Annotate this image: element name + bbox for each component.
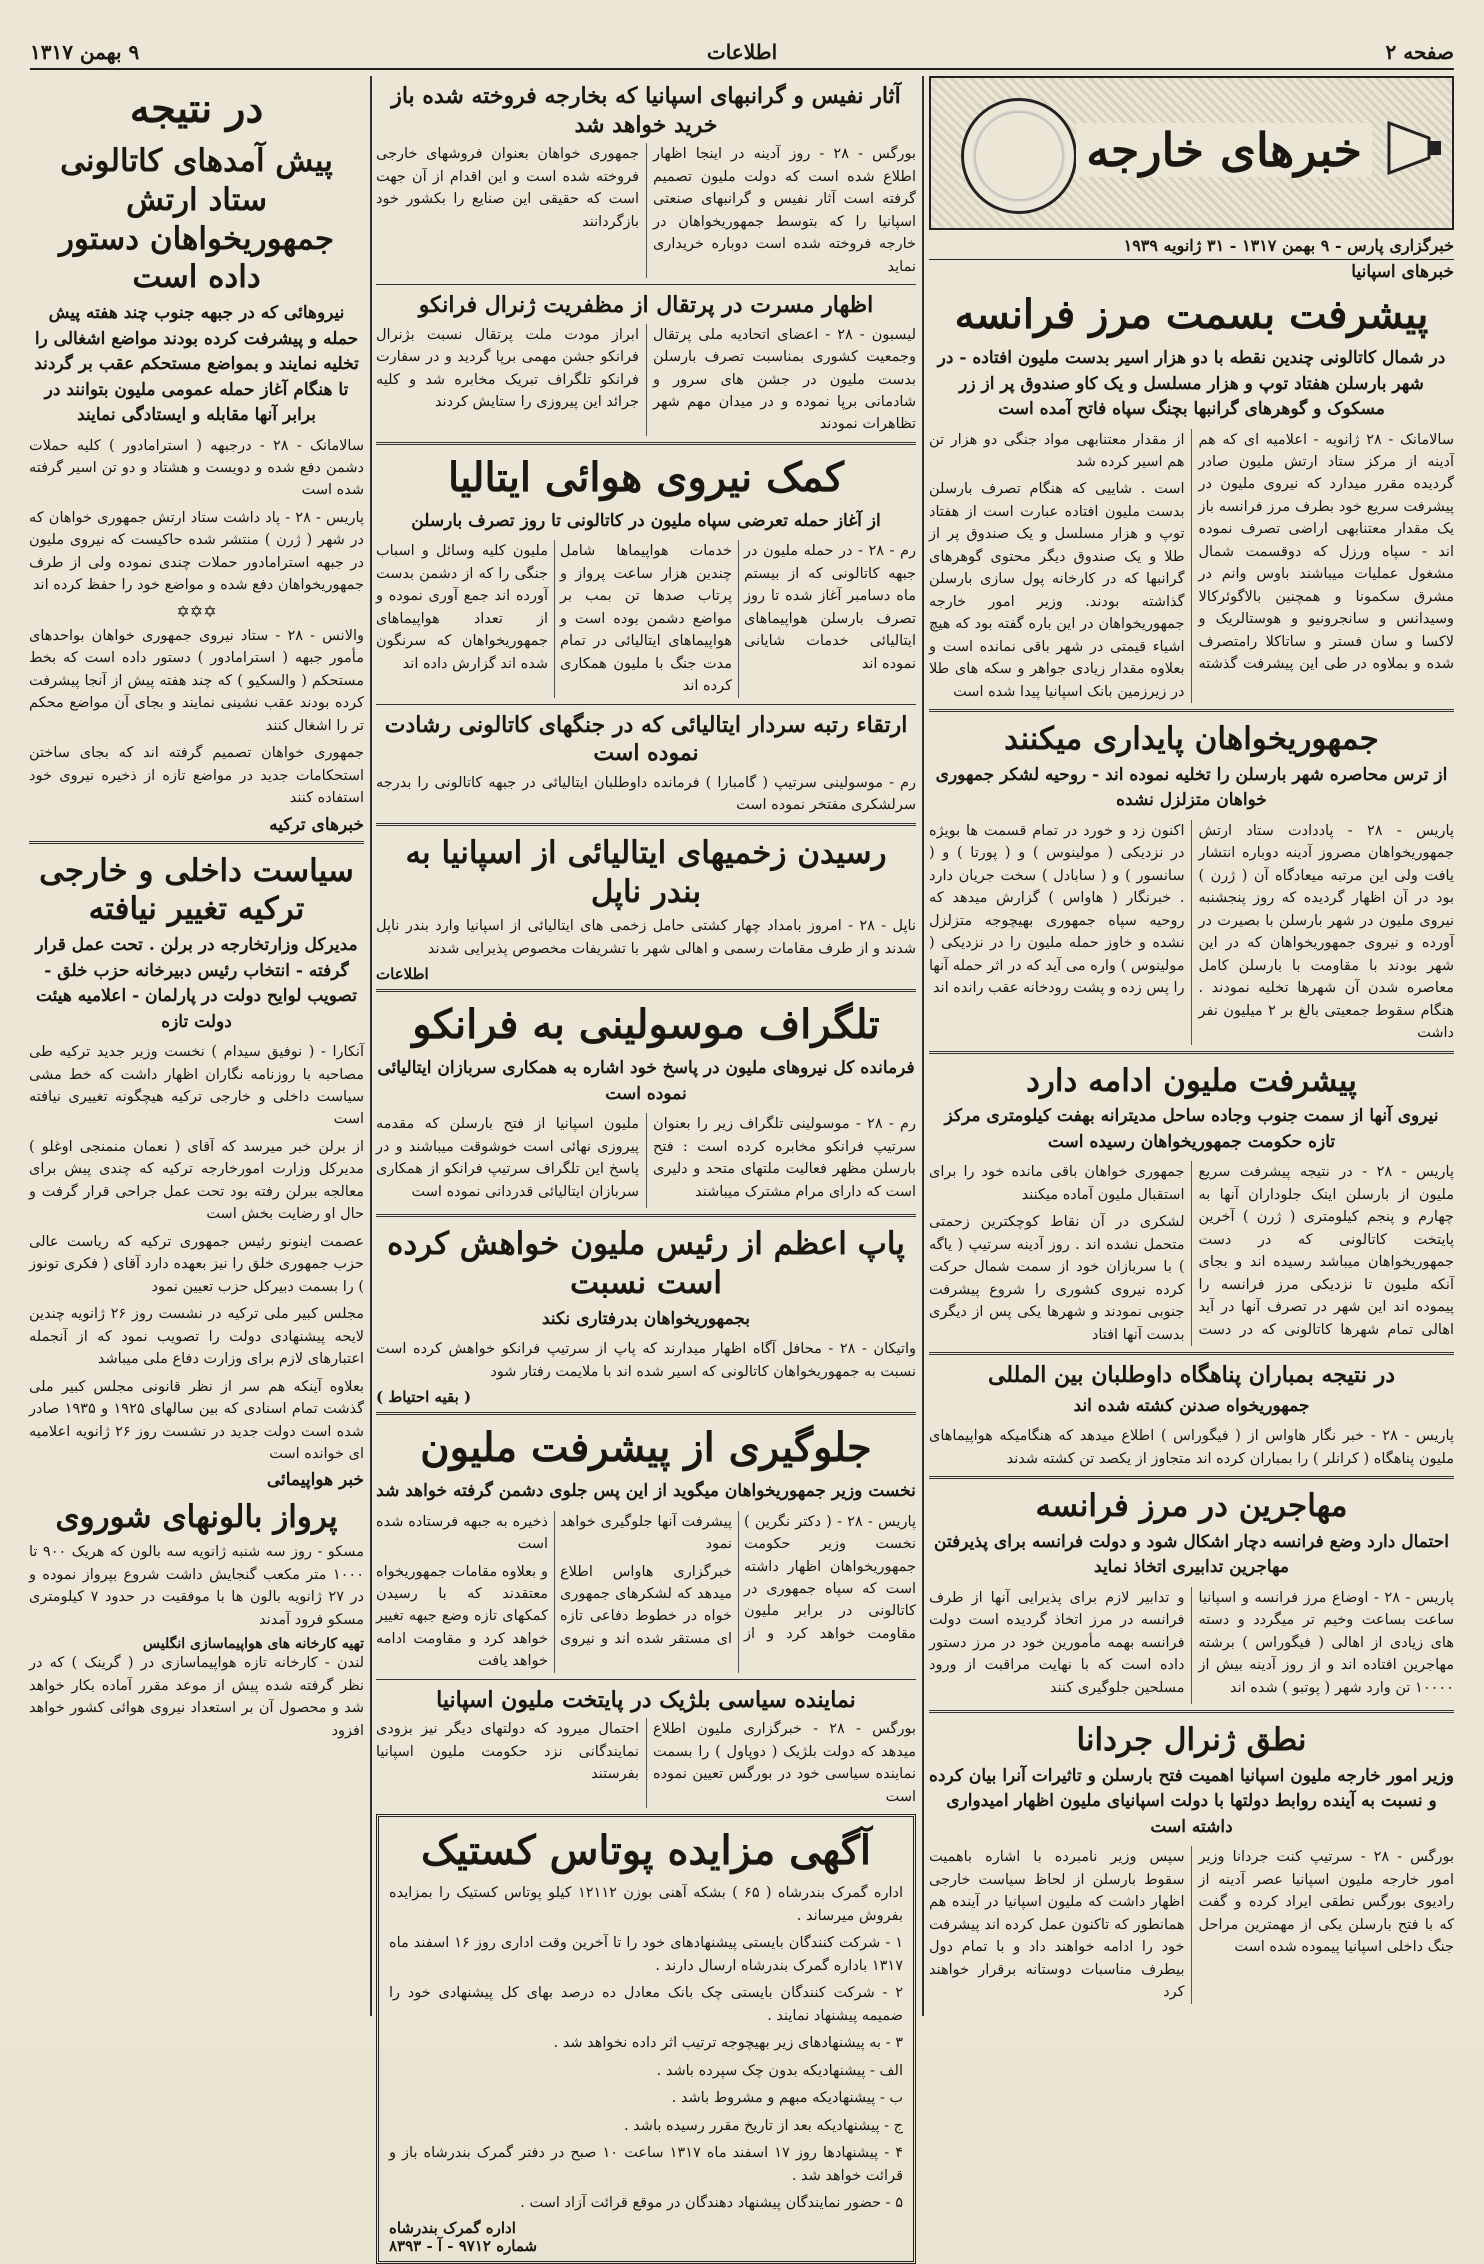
headline: نطق ژنرال جردانا [1076, 1722, 1307, 1759]
headline: در نتیجه بمباران پناهگاه داوطلبان بین المللی [987, 1362, 1396, 1389]
headline: در نتیجه [129, 85, 264, 132]
deck: نخست وزیر جمهوریخواهان میگوید از این پس جلوی دشمن گرفته خواهد شد [376, 1481, 916, 1502]
article-halting-advance [376, 1423, 916, 1673]
paragraph: لندن - کارخانه تازه هواپیماسازی در ( گرینک ) که در نظر گرفته شده پیش از موعد مقرر آماده بکار خواهد شد و محصول آن بر استعداد نیروی هوائی کشور خواهد افزود [29, 1655, 364, 1739]
notice-item: ۲ - شرکت کنندگان بایستی چک بانک معادل ده درصد بهای کل پیشنهادی خود را ضمیمه پیشنهاد نمایند . [389, 1985, 903, 2024]
subheadline: پیش آمدهای کاتالونی ستاد ارتش جمهوریخواهان دستور داده است [58, 143, 335, 296]
deck: از آغاز حمله تعرضی سپاه ملیون در کاتالونی تا روز تصرف بارسلن [411, 510, 881, 531]
notice-item: الف - پیشنهادیکه بدون چک سپرده باشد . [656, 2062, 903, 2079]
paragraph: و تدابیر لازم برای پذیرایی آنها از طرف فرانسه در مرز اتخاذ گردیده است دولت فرانسه بهمه مأمورین خود در مرز دستور داده است که با نهایت مراقبت از ورود مسلحین جلوگیری کنند [929, 1589, 1185, 1696]
paragraph: ملیون اسپانیا از فتح بارسلن که مقدمه پیروزی نهائی است خوشوقت میباشند و در پاسخ این تلگراف سرتیپ فرانکو از همکاری سربازان ایتالیائی قدردانی نموده است [376, 1116, 639, 1200]
headline: پیشرفت ملیون ادامه دارد [1026, 1062, 1357, 1099]
divider [376, 1679, 916, 1680]
divider [929, 1051, 1454, 1054]
deck: جمهوریخواه صدنن کشته شده اند [1073, 1395, 1310, 1416]
paragraph: ابراز مودت ملت پرتقال نسبت بژنرال فرانکو جشن مهمی برپا گردید و در سفارت فرانکو تلگراف تبریک مخابره شد و کلیه جرائد این پیروزی را ستایش کردند [376, 326, 639, 410]
headline: اظهار مسرت در پرتقال از مظفریت ژنرال فرانکو [418, 292, 874, 318]
continuation-note: ( بقیه احتیاط ) [376, 1388, 472, 1407]
article-republicans-resist [929, 720, 1454, 1044]
paragraph: مجلس کبیر ملی ترکیه در نشست روز ۲۶ ژانویه چندین لایحه پیشنهادی دولت را تصویب نمود که از آنجمله اعتبارهای لازم برای وزارت دفاع ملی میباشد [29, 1306, 364, 1368]
headline: سیاست داخلی و خارجی ترکیه تغییر نیافته [39, 852, 354, 928]
paragraph: بورگس - ۲۸ - خبرگزاری ملیون اطلاع میدهد که دولت بلژیک ( دوپاول ) را بسمت نماینده سیاسی خود در بورگس تعیین نموده است [653, 1721, 916, 1805]
paragraph: از برلن خبر میرسد که آقای ( نعمان منمنجی اوغلو ) مدیرکل وزارت امورخارجه ترکیه که چندی پیش برای معالجه ببرلن رفته بود تحت عمل جراحی قرار گرفت و حال او رضایت بخش است [29, 1138, 364, 1223]
paragraph: پاریس - ۲۸ - اوضاع مرز فرانسه و اسپانیا ساعت بساعت وخیم تر میگردد و دسته های زیادی از اهالی ( فیگوراس ) برشته مهاجرین افتاده اند و از روز آدینه بیش از ۱۰۰۰۰ تن وارد شهر ( پوتبو ) شده اند [1198, 1589, 1454, 1696]
paragraph: بورگس - ۲۸ - روز آدینه در اینجا اظهار اطلاع شده است که دولت ملیون تصمیم گرفته است آثار نفیس و گرانبهای صنعتی اسپانیا را که بتوسط جمهوریخواهان در خارجه فروخته شده است دوباره خریداری نماید [653, 146, 916, 275]
deck: مدیرکل وزارتخارجه در برلن . تحت عمل قرار گرفته - انتخاب رئیس دبیرخانه حزب خلق - تصویب لوایح دولت در پارلمان - اعلامیه هیئت دولت تازه [35, 935, 358, 1032]
paragraph: سالامانک - ۲۸ - درجبهه ( استرامادور ) کلیه حملات دشمن دفع شده و دویست و هشتاد و دو تن اسیر گرفته شده است [29, 437, 365, 499]
article-advance-to-french-border [929, 290, 1454, 703]
headline: آثار نفیس و گرانبهای اسپانیا که بخارجه فروخته شده باز خرید خواهد شد [391, 83, 901, 138]
star-divider: ✡✡✡ [176, 601, 217, 621]
byline: اطلاعات [376, 965, 429, 984]
article-soviet-balloons [29, 1498, 364, 1742]
headline: نماینده سیاسی بلژیک در پایتخت ملیون اسپانیا [436, 1686, 856, 1713]
headline: جلوگیری از پیشرفت ملیون [420, 1424, 872, 1472]
headline: پیشرفت بسمت مرز فرانسه [954, 291, 1429, 338]
article-pope-request [376, 1225, 916, 1406]
article-art-buyback [376, 82, 916, 278]
article-italian-general-promotion [376, 711, 916, 817]
divider [376, 284, 916, 285]
news-agency-dateline: خبرگزاری پارس - ۹ بهمن ۱۳۱۷ - ۳۱ ژانویه ۱۹۳۹ [929, 236, 1454, 260]
headline: مهاجرین در مرز فرانسه [1035, 1488, 1348, 1525]
divider [929, 1352, 1454, 1355]
notice-item: ۳ - به پیشنهادهای زیر بهیچوجه ترتیب اثر داده نخواهد شد . [553, 2035, 903, 2052]
divider [929, 1710, 1454, 1713]
divider [929, 709, 1454, 712]
article-portugal-joy [376, 291, 916, 436]
foreign-news-banner [929, 76, 1454, 230]
paragraph: عصمت اینونو رئیس جمهوری ترکیه که ریاست عالی حزب جمهوری خلق را نیز بعهده دارد آقای ( فکری تونوز ) را بسمت دبیرکل حزب تعیین نمود [29, 1233, 364, 1295]
paragraph: لشکری در آن نقاط کوچکترین زحمتی متحمل نشده اند . روز آدینه سرتیپ ( یاگه ) با سربازان خود از سمت شمال حرکت کرده نیروی کشوری را شروع پیشرفت جنوبی نمودند و شهرها یکی پس از دیگری بدست آنها افتاد [929, 1214, 1185, 1343]
column-rule [370, 76, 372, 2016]
article-belgian-envoy [376, 1686, 916, 1808]
deck: در شمال کاتالونی چندین نقطه با دو هزار اسیر بدست ملیون افتاده - در شهر بارسلن هفتاد توپ و هزار مسلسل و یک کاو صندوق پر از زر مسکوک و گوهرهای گرانبها بچنگ سپاه فاتح آمده است [937, 348, 1446, 419]
article-nationalist-advance-continues [929, 1062, 1454, 1347]
divider [376, 1412, 916, 1415]
article-mussolini-telegram [376, 1000, 916, 1208]
notice-title: آگهی مزایده پوتاس کستیک [420, 1827, 872, 1875]
paragraph: پاریس - ۲۸ - ( دکتر نگرین ) نخست وزیر حکومت جمهوریخواهان اظهار داشته است که سپاه جمهوری در کاتالونی در برابر ملیون مقاومت خواهد کرد و از پیشرفت آنها جلوگیری خواهد نمود [560, 1513, 916, 1642]
section-label: خبرهای ترکیه [269, 814, 364, 835]
paragraph: پاریس - ۲۸ - در نتیجه پیشرفت سریع ملیون از بارسلن اینک جلوداران آنها به چهارم و پنجم کیلومتری ( ژرن ) آخرین پایتخت کاتالونی که در دست جمهوریخواهان میباشد رسیده اند و بجای آنکه ملیون تا نزدیکی مرز فرانسه را پیموده اند این شهر در تصرف آنها در آید اهالی تمام شهرها کاتالونی که در دست جمهوری خواهان باقی مانده خود را برای استقبال ملیون آماده میکنند [929, 1164, 1454, 1338]
notice-item: ج - پیشنهادیکه بعد از تاریخ مقرر رسیده باشد . [623, 2117, 903, 2134]
column-rule [922, 76, 924, 2016]
paragraph: ناپل - ۲۸ - امروز بامداد چهار کشتی حامل زخمی های ایتالیائی از اسپانیا وارد بندر ناپل شدند و از طرف مقامات رسمی و اهالی شهر با تشریفات مخصوص پذیرایی شدند [376, 918, 916, 957]
paragraph: سپس وزیر نامبرده با اشاره باهمیت سقوط بارسلن از لحاظ سیاست خارجی اظهار داشت که ملیون اسپانیا در آینده هم همانطور که تاکنون عمل کرده اند پیشرفت خود را ادامه خواهند داد و با تمام دول بیطرف مناسبات دوستانه برقرار خواهند کرد [929, 1849, 1185, 2001]
notice-item: ب - پیشنهادیکه مبهم و مشروط باشد . [671, 2090, 903, 2107]
paragraph: و بعلاوه مقامات جمهوریخواه معتقدند که با رسیدن کمکهای تازه وضع جبهه تغییر خواهد کرد و مقاومت ادامه خواهد یافت [376, 1563, 548, 1670]
article-jordana-speech [929, 1721, 1454, 2004]
paragraph: جمهوری خواهان تصمیم گرفته اند که بجای ساختن استحکامات جدید در مواضع تازه از ذخیره نیروی خود استفاده کنند [29, 745, 364, 807]
article-wounded-arrive-naples [376, 834, 916, 983]
banner-title: خبرهای خارجه [1076, 123, 1372, 177]
paragraph: رم - ۲۸ - در حمله ملیون در جبهه کاتالونی که از بیستم ماه دسامبر آغاز شده تا روز تصرف بارسلن هواپیماهای ایتالیائی خدمات شایانی نموده اند [744, 543, 916, 672]
deck: احتمال دارد وضع فرانسه دچار اشکال شود و دولت فرانسه برای پذیرفتن مهاجرین تدابیری اتخاذ نماید [934, 1531, 1449, 1578]
divider [376, 1214, 916, 1217]
notice-reference: شماره ۹۷۱۲ - آ - ۸۳۹۳ [389, 2237, 538, 2256]
article-republican-staff-orders [29, 84, 364, 597]
section-label: خبرهای اسپانیا [1351, 262, 1454, 282]
newspaper-name: اطلاعات [706, 40, 778, 64]
paragraph: والانس - ۲۸ - ستاد نیروی جمهوری خواهان بواحدهای مأمور جبهه ( استرامادور ) دستور داده است که بخط مستحکم ( والسکیو ) که چند هفته پیش از آنجا پیشرفت کرده بودند عقب نشینی نمایند و بجای آن مواضع محکم تر را اشغال کنند [29, 627, 364, 734]
paragraph: رم - موسولینی سرتیپ ( گامبارا ) فرمانده داوطلبان ایتالیائی در جبهه کاتالونی را بدرجه سرلشکری مفتخر نموده است [376, 774, 916, 814]
paragraph: پاریس - ۲۸ - پاددادت ستاد ارتش جمهوریخواهان مصروز آدینه دوباره انتشار یافت ولی این مرتبه میعادگاه آن ( ژرن ) بود در آن اظهار گردیده که روز پنجشنبه نیروی ملیون در شهر بارسلن با بصیرت در آورده و نیروی جمهوریخواهان که در این شهر بودند با مقاومت با بارسلن کامل معاصره شدن آن شهرها تخلیه نمودند . هنگام سقوط جمعیتی بالغ بر ۲ میلیون نفر داشت [1198, 822, 1454, 1042]
article-shelter-bombing [929, 1361, 1454, 1470]
headline: تلگراف موسولینی به فرانکو [412, 1001, 880, 1049]
headline: پرواز بالونهای شوروی [55, 1499, 338, 1536]
section-label: خبر هواپیمائی [266, 1470, 364, 1491]
article-italian-air-support [376, 453, 916, 698]
divider [376, 823, 916, 826]
gramophone-icon [1384, 113, 1444, 183]
divider [929, 1476, 1454, 1479]
divider [376, 989, 916, 992]
deck: فرمانده کل نیروهای ملیون در پاسخ خود اشاره به همکاری سربازان ایتالیائی نموده است [377, 1058, 915, 1104]
article-valencia-orders [29, 625, 364, 810]
paragraph: بعلاوه آینکه هم سر از نظر قانونی مجلس کبیر ملی گذشت تمام اسنادی که بین سالهای ۱۹۲۵ و ۱۹۳۵ صادر شده است دولت جدید در نشست روز ۲۶ ژانویه اعلامیه ای خوانده است [29, 1378, 364, 1462]
notice-signature: اداره گمرک بندرشاه [389, 2219, 516, 2238]
paragraph: خدمات هواپیماها شامل چندین هزار ساعت پرواز و پرتاب صدها تن بمب بر مواضع دشمن بوده است و هواپیماهای ایتالیائی در تمام مدت جنگ با ملیون همکاری کرده اند [560, 543, 732, 695]
issue-date: ۹ بهمن ۱۳۱۷ [30, 40, 140, 64]
deck: وزیر امور خارجه ملیون اسپانیا اهمیت فتح بارسلن و تاثیرات آنرا بیان کرده و نسبت به آینده روابط دولتها با دولت اسپانیای ملیون اظهار امیدواری داشته است [929, 1765, 1454, 1837]
paragraph: سالامانک - ۲۸ ژانویه - اعلامیه ای که هم آدینه از مرکز ستاد ارتش ملیون صادر گردیده مقرر میدارد که نیروی ملیون در پیشرفت سریع خود بطرف مرز فرانسه باز یک مقدار معتنابهی اراضی تصرف نموده اند - سپاه ورزل که دوقسمت شمال مشغول عملیات میباشند باوس وانم در مشرق سکمونا و همچنین بالاگوئرکالا وسیدانس و سانجرونیو و هوستالریک و لاکسا و سان فستر و ساتاکلا رامتصرف شده و بملاوه در طی این پیشرفت گذشته از مقدار معتنابهی مواد جنگی دو هزار تن هم اسیر کرده شد [929, 431, 1454, 673]
paragraph: خبرگزاری هاواس اطلاع میدهد که لشکرهای جمهوری خواه در خطوط دفاعی تازه ای مستقر شده اند و نیروی ذخیره به جبهه فرستاده شده است [376, 1513, 732, 1647]
paragraph: احتمال میرود که دولتهای دیگر نیز بزودی نمایندگانی نزد حکومت ملیون اسپانیا بفرستند [376, 1721, 639, 1783]
paragraph: پاریس - ۲۸ - خبر نگار هاواس از ( فیگوراس ) اطلاع میدهد که هنگامیکه هواپیماهای ملیون پناهگاه ( کرانلر ) را بمباران کرده اند متجاوز از یکصد تن کشته شدند [929, 1428, 1454, 1467]
auction-notice [376, 1814, 916, 2264]
paragraph: آنکارا - ( نوفیق سیدام ) نخست وزیر جدید ترکیه طی مصاحبه با روزنامه نگاران اظهار داشت که خط مشی سیاست داخلی و خارجی ترکیه هیچگونه تغییری نیافته است [29, 1044, 364, 1128]
page-number: صفحه ۲ [1385, 40, 1454, 64]
deck: نیروی آنها از سمت جنوب وجاده ساحل مدیترانه بهفت کیلومتری مرکز تازه حکومت جمهوریخواهان رسیده است [944, 1106, 1439, 1152]
paragraph: ملیون کلیه وسائل و اسباب جنگی را که از دشمن بدست آورده اند جمع آوری نموده و از تعداد هواپیماهای جمهوریخواهان که سرنگون شده اند گزارش داده اند [376, 543, 548, 672]
paragraph: جمهوری خواهان بعنوان فروشهای خارجی فروخته شده است و این اقدام از آن جهت است که حقیقی این صنایع را بکشور خود بازگردانند [376, 146, 639, 230]
notice-item: ۵ - حضور نمایندگان پیشنهاد دهندگان در موقع قرائت آزاد است . [520, 2194, 903, 2211]
paragraph: رم - ۲۸ - موسولینی تلگراف زیر را بعنوان سرتیپ فرانکو مخابره کرده است : فتح بارسلن مظهر فعالیت ملتهای متحد و دلیری است که دارای مرام مشترک میباشند [653, 1116, 916, 1200]
notice-intro: اداره گمرک بندرشاه ( ۶۵ ) بشکه آهنی بوزن ۱۲۱۱۲ کیلو پوتاس کستیک را بمزایده بفروش میرساند . [389, 1885, 903, 1924]
subheadline: تهیه کارخانه های هواپیماسازی انگلیس [142, 1636, 364, 1653]
notice-item: ۱ - شرکت کنندگان بایستی پیشنهادهای خود را تا آخرین وقت اداری روز ۱۶ اسفند ماه ۱۳۱۷ باداره گمرک بندرشاه ارسال دارند . [389, 1935, 903, 1974]
headline: ارتقاء رتبه سردار ایتالیائی که در جنگهای کاتالونی رشادت نموده است [384, 711, 908, 767]
article-turkey-policy [29, 852, 364, 1466]
column-misc-news [29, 76, 364, 2016]
paragraph: لیسبون - ۲۸ - اعضای اتحادیه ملی پرتقال وجمعیت کشوری بمناسبت تصرف بارسلن بدست ملیون در جشن های سرور و شادمانی برپا نموده و در میدان مهم شهر تظاهرات نمودند [653, 326, 916, 433]
divider [376, 704, 916, 705]
headline: پاپ اعظم از رئیس ملیون خواهش کرده است نسبت [387, 1226, 905, 1301]
paragraph: بورگس - ۲۸ - سرتیپ کنت جردانا وزیر امور خارجه ملیون اسپانیا عصر آدینه از رادیوی بورگس نطقی ایراد کرده و گفت که با فتح بارسلن یکی از مهمترین مراحل جنگ داخلی اسپانیا پیموده شده است [1198, 1849, 1454, 1956]
headline: رسیدن زخمیهای ایتالیائی از اسپانیا به بندر ناپل [405, 834, 887, 910]
article-refugees-at-border [929, 1487, 1454, 1704]
column-spain-italy-news [376, 76, 917, 2256]
paragraph: واتیکان - ۲۸ - محافل آگاه اظهار میدارند که پاپ از سرتیپ فرانکو خواهش کرده است نسبت به جمهوریخواهان کاتالونی که اسیر شده اند با ملایمت رفتار شود [376, 1341, 917, 1380]
divider [29, 841, 364, 844]
deck: بجمهوریخواهان بدرفتاری نکند [541, 1308, 751, 1329]
paragraph: پاریس - ۲۸ - پاد داشت ستاد ارتش جمهوری خواهان که در شهر ( ژرن ) منتشر شده حاکیست که نیروی ملیون در جبهه استرامادور حملات چندی نموده ولی از طرف جمهوریخواهان دفع شده و مواضع خود را حفظ کرده اند [29, 509, 364, 594]
headline: جمهوریخواهان پایداری میکنند [1004, 721, 1379, 758]
masthead [30, 38, 1454, 70]
deck: نیروهائی که در جبهه جنوب چند هفته پیش حمله و پیشرفت کرده بودند مواضع اشغالی را تخلیه نمایند و بمواضع مستحکم عقب بر گردند تا هنگام آغاز حمله عمومی ملیون بتوانند در برابر آنها مقابله و ایستادگی نمایند [34, 303, 359, 425]
notice-item: ۴ - پیشنهادها روز ۱۷ اسفند ماه ۱۳۱۷ ساعت ۱۰ صبح در دفتر گمرک بندرشاه باز و قرائت خواهد شد . [389, 2145, 904, 2184]
paragraph: مسکو - روز سه شنبه ژانویه سه بالون که هریک ۹۰۰ تا ۱۰۰۰ متر مکعب گنجایش داشت شروع بپرواز نموده و در ۲۷ ژانویه بالون ها با موفقیت در حدود ۷ کیلومتری مسکو فرود آمدند [29, 1544, 364, 1628]
divider [376, 442, 916, 445]
headline: کمک نیروی هوائی ایتالیا [448, 453, 844, 501]
column-foreign-news [929, 76, 1454, 2016]
globe-illustration [961, 98, 1077, 214]
deck: از ترس محاصره شهر بارسلن را تخلیه نموده اند - روحیه لشکر جمهوری خواهان متزلزل نشده [935, 764, 1448, 811]
paragraph: اکنون زد و خورد در تمام قسمت ها بویژه در نزدیکی ( مولینوس ) و ( پورتا ) و ( سانسور ) و ( سابادل ) سخت جریان دارد . خبرنگار ( هاواس ) گزارش میدهد که روحیه سپاه جمهوری بهیچوجه متزلزل نشده و خاوز حمله ملیون را در نزدیکی ( مولینوس ) واره می آید که در اثر حمله آنها را پس زده و پشت رودخانه عقب رانده اند [929, 822, 1185, 997]
paragraph: است . شاییی که هنگام تصرف بارسلن بدست ملیون افتاده عبارت است از هفتاد توپ و هزار مسلسل و یک صندوق پر از طلا و یک صندوق دیگر محتوی گوهرهای گرانبها که در کارخانه پول سازی بارسلن گذاشته بودند. وزیر امور خارجه جمهوریخواهان در این باره گفته بود که هیچ اشیاء قیمتی در شهر باقی نمانده است و بعلاوه مقدار زیادی جواهر و سکه های طلا در زیرزمین بانک اسپانیا پیدا شده است [929, 481, 1185, 700]
